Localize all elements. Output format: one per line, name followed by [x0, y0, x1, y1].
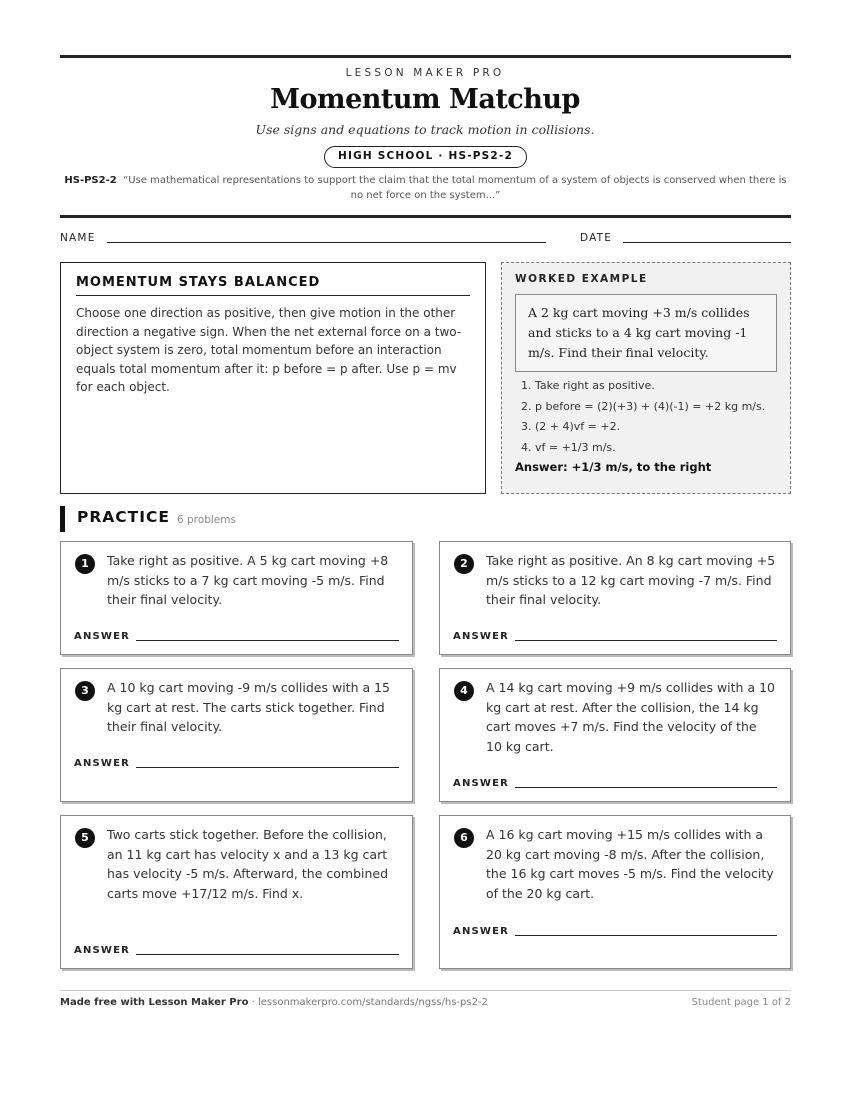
- answer-label: ANSWER: [74, 758, 131, 769]
- concept-heading: MOMENTUM STAYS BALANCED: [76, 275, 470, 296]
- concept-body: Choose one direction as positive, then give motion in the other direction a negative sign. When the net external force on a two-object system is zero, total momentum before an interaction equals total momentum after it: p before = p after. Use p = mv for each object.: [76, 306, 462, 394]
- problem-text: Two carts stick together. Before the collision, an 11 kg cart has velocity x and a 13 kg cart has velocity -5 m/s. Afterward, the combined carts move +17/12 m/s. Find x.: [107, 827, 389, 901]
- answer-field[interactable]: [515, 787, 777, 788]
- worked-example-problem: A 2 kg cart moving +3 m/s collides and sticks to a 4 kg cart moving -1 m/s. Find their final velocity.: [515, 294, 777, 372]
- standard-statement: [60, 173, 791, 203]
- problem-card: [439, 815, 791, 969]
- practice-accent-bar: [60, 506, 65, 532]
- worked-example-answer: Answer: +1/3 m/s, to the right: [515, 460, 712, 474]
- practice-heading: PRACTICE: [77, 508, 170, 526]
- answer-label: ANSWER: [453, 926, 510, 937]
- worked-example-step: 1. Take right as positive.: [521, 379, 655, 392]
- standard-text: “Use mathematical representations to support the claim that the total momentum of a system of objects is conserved when there is no net force on the system...”: [123, 175, 787, 201]
- answer-field[interactable]: [136, 640, 399, 641]
- name-label: NAME: [60, 232, 96, 244]
- answer-label: ANSWER: [453, 778, 510, 789]
- page-title: Momentum Matchup: [270, 84, 580, 115]
- problem-number: 5: [75, 828, 95, 848]
- brand-name: LESSON MAKER PRO: [345, 67, 505, 79]
- answer-label: ANSWER: [74, 945, 131, 956]
- worked-example-step: 2. p before = (2)(+3) + (4)(-1) = +2 kg m/s.: [521, 399, 766, 413]
- problem-text: Take right as positive. An 8 kg cart moving +5 m/s sticks to a 12 kg cart moving -7 m/s. Find their final velocity.: [486, 553, 776, 607]
- answer-label: ANSWER: [453, 631, 510, 642]
- footer-rule: [60, 990, 791, 991]
- problem-text: A 16 kg cart moving +15 m/s collides with a 20 kg cart moving -8 m/s. After the collision, the 16 kg cart moves -5 m/s. Find the velocity of the 20 kg cart.: [486, 827, 774, 901]
- problem-text: Take right as positive. A 5 kg cart moving +8 m/s sticks to a 7 kg cart moving -5 m/s. Find their final velocity.: [107, 553, 389, 607]
- level-badge: HIGH SCHOOL · HS-PS2-2: [324, 146, 527, 168]
- footer-separator: ·: [248, 997, 258, 1008]
- header-bottom-rule: [60, 215, 791, 218]
- worked-example-steps: [515, 376, 777, 458]
- worked-example-box: [501, 262, 791, 494]
- answer-label: ANSWER: [74, 631, 131, 642]
- footer-made-with: Made free with Lesson Maker Pro: [60, 997, 249, 1008]
- answer-field[interactable]: [515, 935, 777, 936]
- problem-card: [60, 541, 413, 655]
- answer-field[interactable]: [136, 954, 399, 955]
- worked-example-step: 4. vf = +1/3 m/s.: [521, 440, 616, 454]
- standard-code: HS-PS2-2: [64, 175, 117, 186]
- page-subtitle: Use signs and equations to track motion in collisions.: [255, 122, 595, 137]
- date-label: DATE: [580, 232, 613, 244]
- date-field[interactable]: [623, 242, 791, 243]
- worked-example-step: 3. (2 + 4)vf = +2.: [521, 420, 621, 433]
- footer-page-number: Student page 1 of 2: [691, 997, 791, 1008]
- worked-example-heading: WORKED EXAMPLE: [515, 273, 648, 285]
- problem-number: 4: [454, 681, 474, 701]
- answer-field[interactable]: [136, 767, 399, 768]
- problem-card: [439, 668, 791, 802]
- answer-field[interactable]: [515, 640, 777, 641]
- problem-number: 1: [75, 554, 95, 574]
- problem-text: A 14 kg cart moving +9 m/s collides with a 10 kg cart at rest. After the collision, the 14 kg cart moves +7 m/s. Find the velocity of the 10 kg cart.: [486, 680, 775, 754]
- problem-card: [60, 815, 413, 969]
- footer-credit: [60, 997, 488, 1008]
- student-fields: [60, 230, 791, 246]
- top-rule: [60, 55, 791, 58]
- problem-card: [439, 541, 791, 655]
- concept-box: [60, 262, 486, 494]
- problem-card: [60, 668, 413, 802]
- practice-count: 6 problems: [177, 514, 236, 526]
- problem-text: A 10 kg cart moving -9 m/s collides with a 15 kg cart at rest. The carts stick together. Find their final velocity.: [107, 680, 391, 734]
- footer-url[interactable]: lessonmakerpro.com/standards/ngss/hs-ps2-2: [257, 997, 488, 1008]
- name-field[interactable]: [107, 242, 546, 243]
- problem-number: 6: [454, 828, 474, 848]
- problem-number: 3: [75, 681, 95, 701]
- problem-number: 2: [454, 554, 474, 574]
